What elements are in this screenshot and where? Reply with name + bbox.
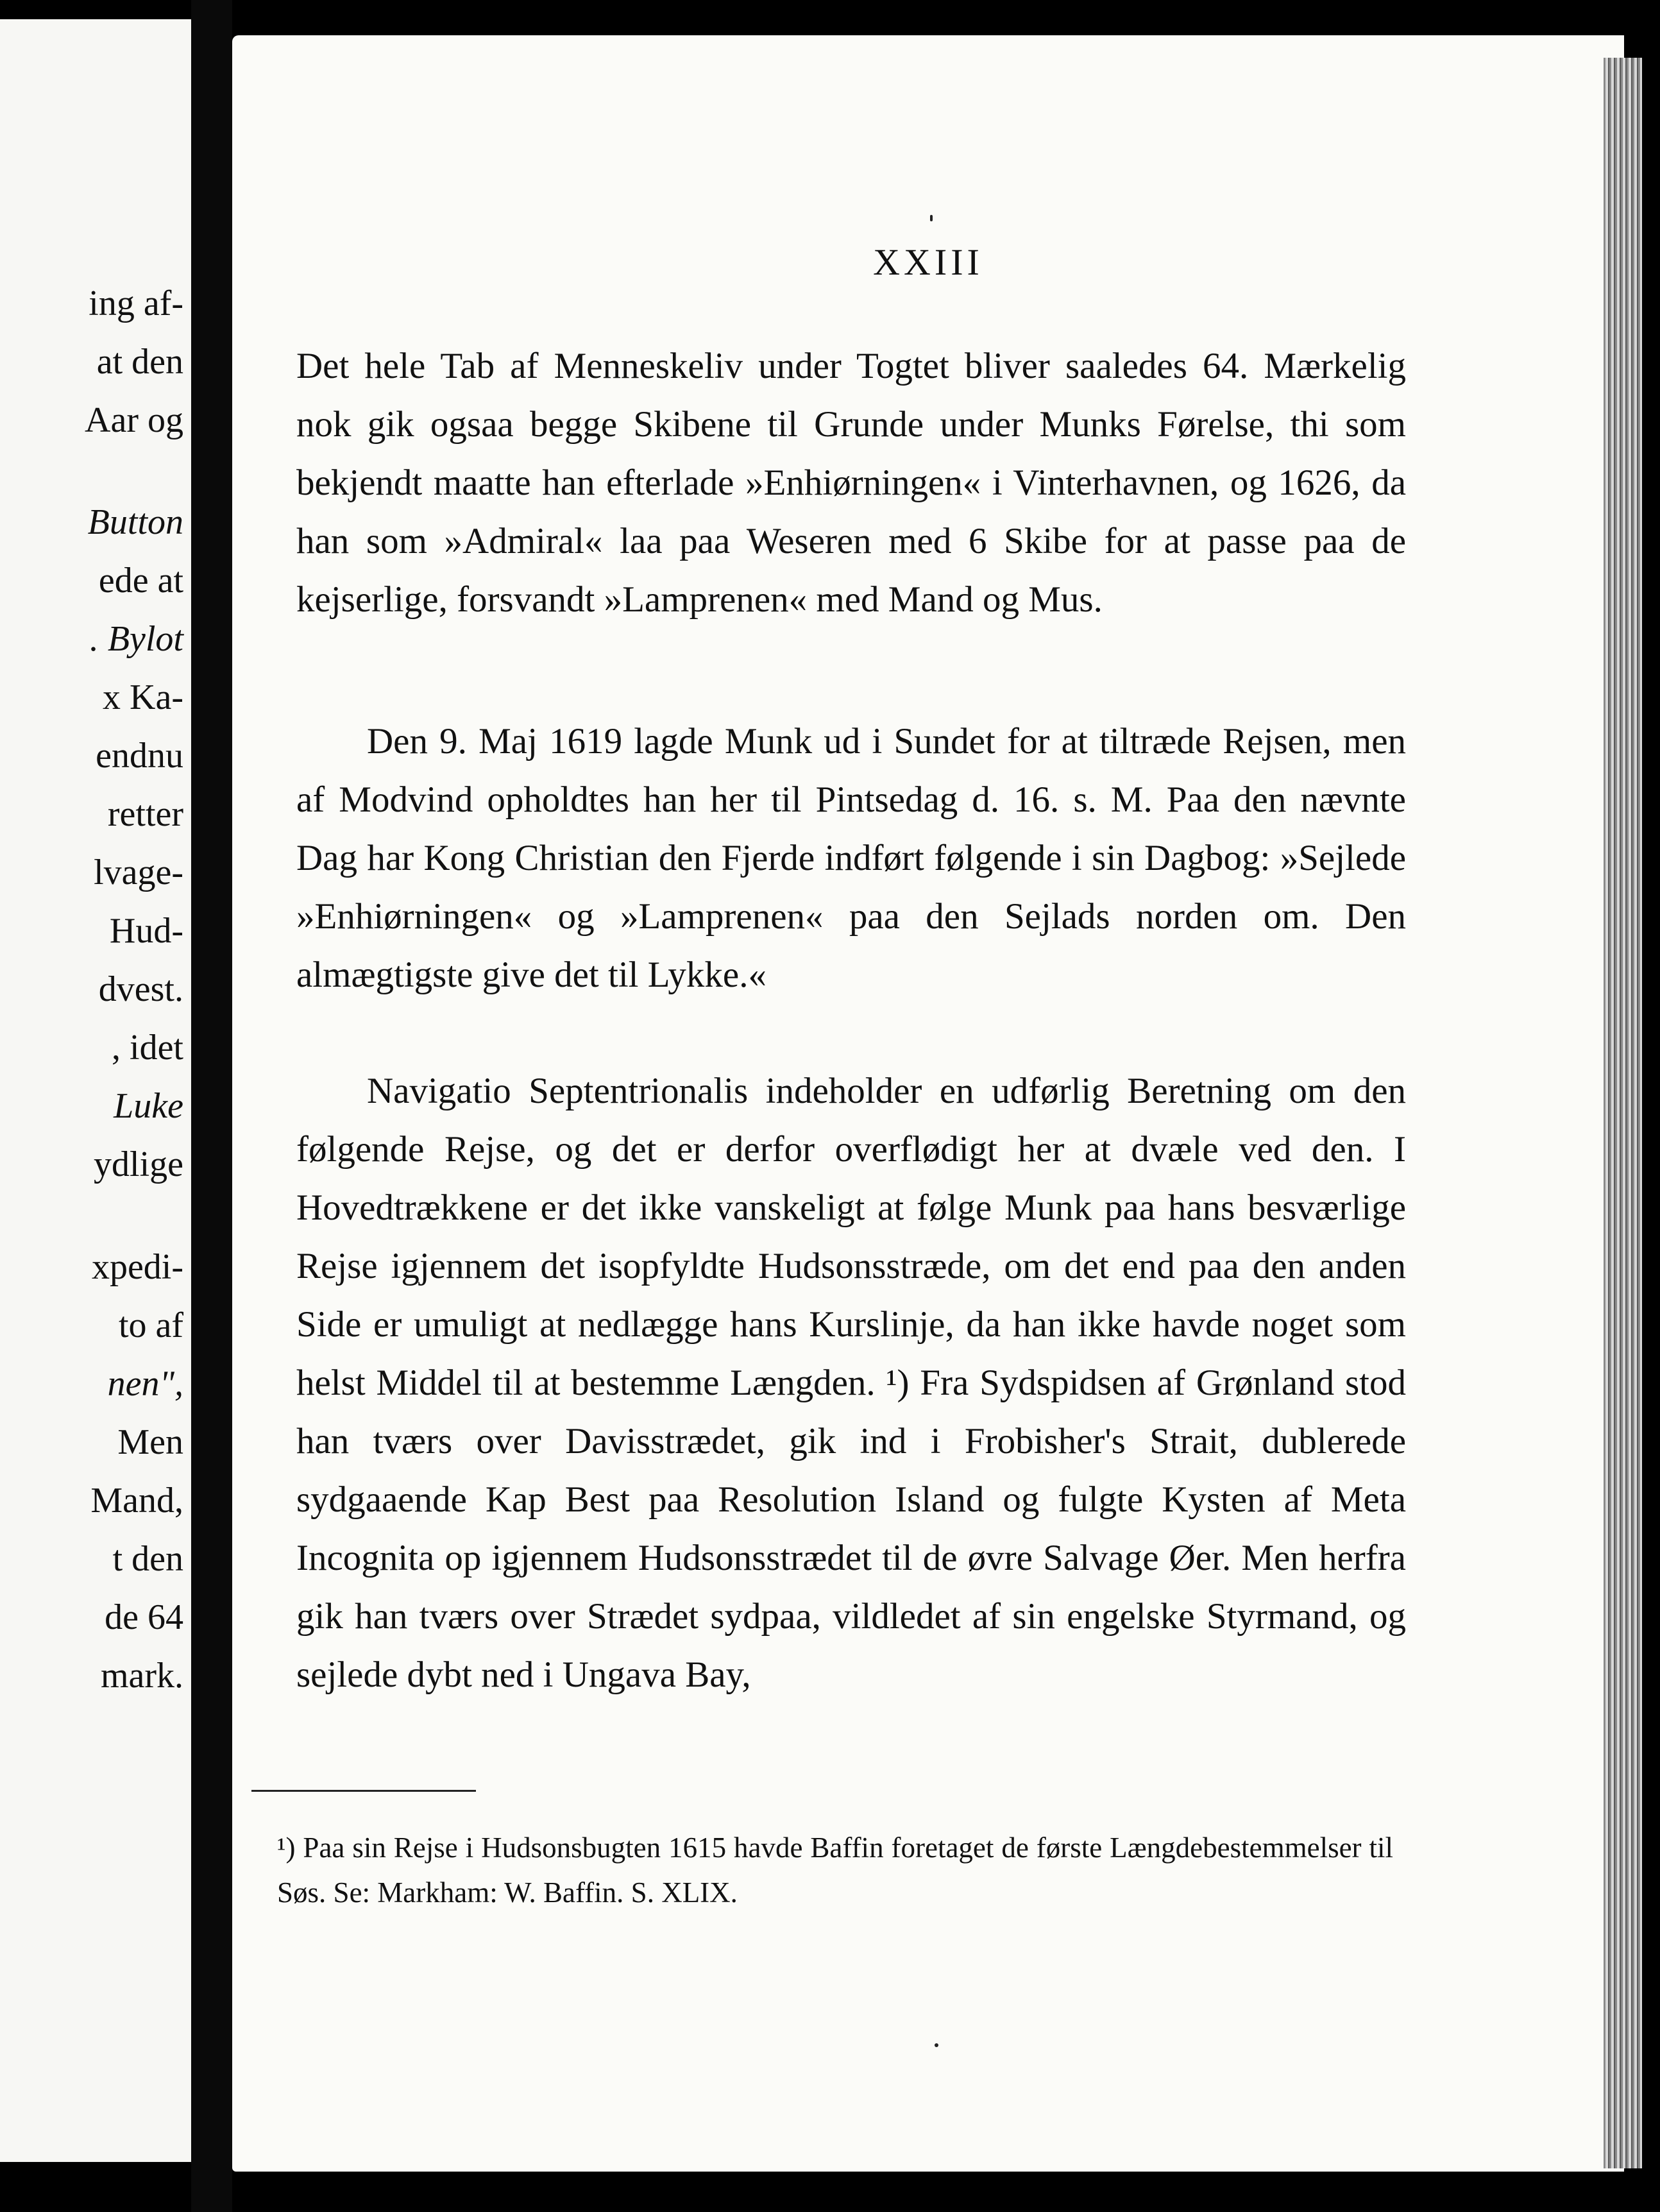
left-page-line: to af xyxy=(118,1305,183,1345)
left-page-line: lvage- xyxy=(94,853,183,893)
left-page-line: Luke xyxy=(114,1086,183,1127)
left-page-fragment xyxy=(0,19,191,2162)
left-page-line: t den xyxy=(112,1538,183,1579)
book-gutter xyxy=(191,0,232,2212)
paragraph-1-text: Det hele Tab af Menneskeliv under Togtet bliver saaledes 64. Mærkelig nok gik ogsaa begge Skibene til Grunde under Munks Førelse, thi som bekjendt maatte han efterlade »Enhiørningen« i Vinterhavnen, og 1626, da han som »Admiral« laa paa Weseren med 6 Skibe for at passe paa de kejserlige, forsvandt »Lamprenen« med Mand og Mus. xyxy=(296,346,1406,620)
left-page-line: nen", xyxy=(107,1363,183,1404)
left-page-line: x Ka- xyxy=(103,677,183,718)
footnote-rule xyxy=(251,1790,476,1792)
left-page-line: Men xyxy=(117,1422,183,1462)
paragraph-2 xyxy=(296,712,1406,1004)
left-page-line: at den xyxy=(96,342,183,382)
left-page-line: Aar og xyxy=(85,400,183,440)
left-page-line: xpedi- xyxy=(91,1246,183,1287)
stray-mark xyxy=(930,215,933,221)
paragraph-3 xyxy=(296,1062,1406,1704)
stray-mark xyxy=(935,2043,938,2047)
left-page-line: de 64 xyxy=(105,1597,183,1637)
left-page-line: ydlige xyxy=(94,1144,183,1185)
left-page-line: Hud- xyxy=(109,911,183,951)
left-page-line: Button xyxy=(87,502,183,543)
left-page-line: endnu xyxy=(96,736,183,776)
right-page xyxy=(232,35,1624,2172)
left-page-line: ing af- xyxy=(89,284,183,323)
left-page-line: retter xyxy=(107,794,183,835)
left-page-line: ede at xyxy=(98,561,183,601)
footnote: ¹) Paa sin Rejse i Hudsonsbugten 1615 havde Baffin foretaget de første Længdebestemmelser til Søs. Se: Markham: W. Baffin. S. XLIX. xyxy=(277,1832,1393,1909)
left-page-line: . Bylot xyxy=(89,619,183,659)
left-page-line: Mand, xyxy=(90,1480,183,1520)
paragraph-3-text: Navigatio Septentrionalis indeholder en udførlig Beretning om den følgende Rejse, og det er derfor overflødigt her at dvæle ved den. I Hovedtrækkene er det ikke vanskeligt at følge Munk paa hans besværlige Rejse igjennem det isopfyldte Hudsonsstræde, om det end paa den anden Side er umuligt at nedlægge hans Kurslinje, da han ikke havde noget som helst Middel til at bestemme Længden. ¹) Fra Sydspidsen af Grønland stod han tværs over Davisstrædet, gik ind i Frobisher's Strait, dublerede sydgaaende Kap Best paa Resolution Island og fulgte Kysten af Meta Incognita op igjennem Hudsonsstrædet til de øvre Salvage Øer. Men herfra gik han tværs over Strædet sydpaa, vildledet af sin engelske Styrmand, og sejlede dybt ned i Ungava Bay, xyxy=(296,1071,1406,1695)
page-edges xyxy=(1604,58,1642,2168)
paragraph-1 xyxy=(296,337,1406,629)
left-page-line: mark. xyxy=(100,1655,183,1696)
paragraph-2-text: Den 9. Maj 1619 lagde Munk ud i Sundet for at tiltræde Rejsen, men af Modvind opholdtes han her til Pintsedag d. 16. s. M. Paa den nævnte Dag har Kong Christian den Fjerde indført følgende i sin Dagbog: »Sejlede »Enhiørningen« og »Lamprenen« paa den Sejlads norden om. Den almægtigste give det til Lykke.« xyxy=(296,721,1406,995)
left-page-line: dvest. xyxy=(98,969,183,1010)
left-page-line: , idet xyxy=(112,1028,183,1068)
page-number: XXIII xyxy=(873,241,983,283)
